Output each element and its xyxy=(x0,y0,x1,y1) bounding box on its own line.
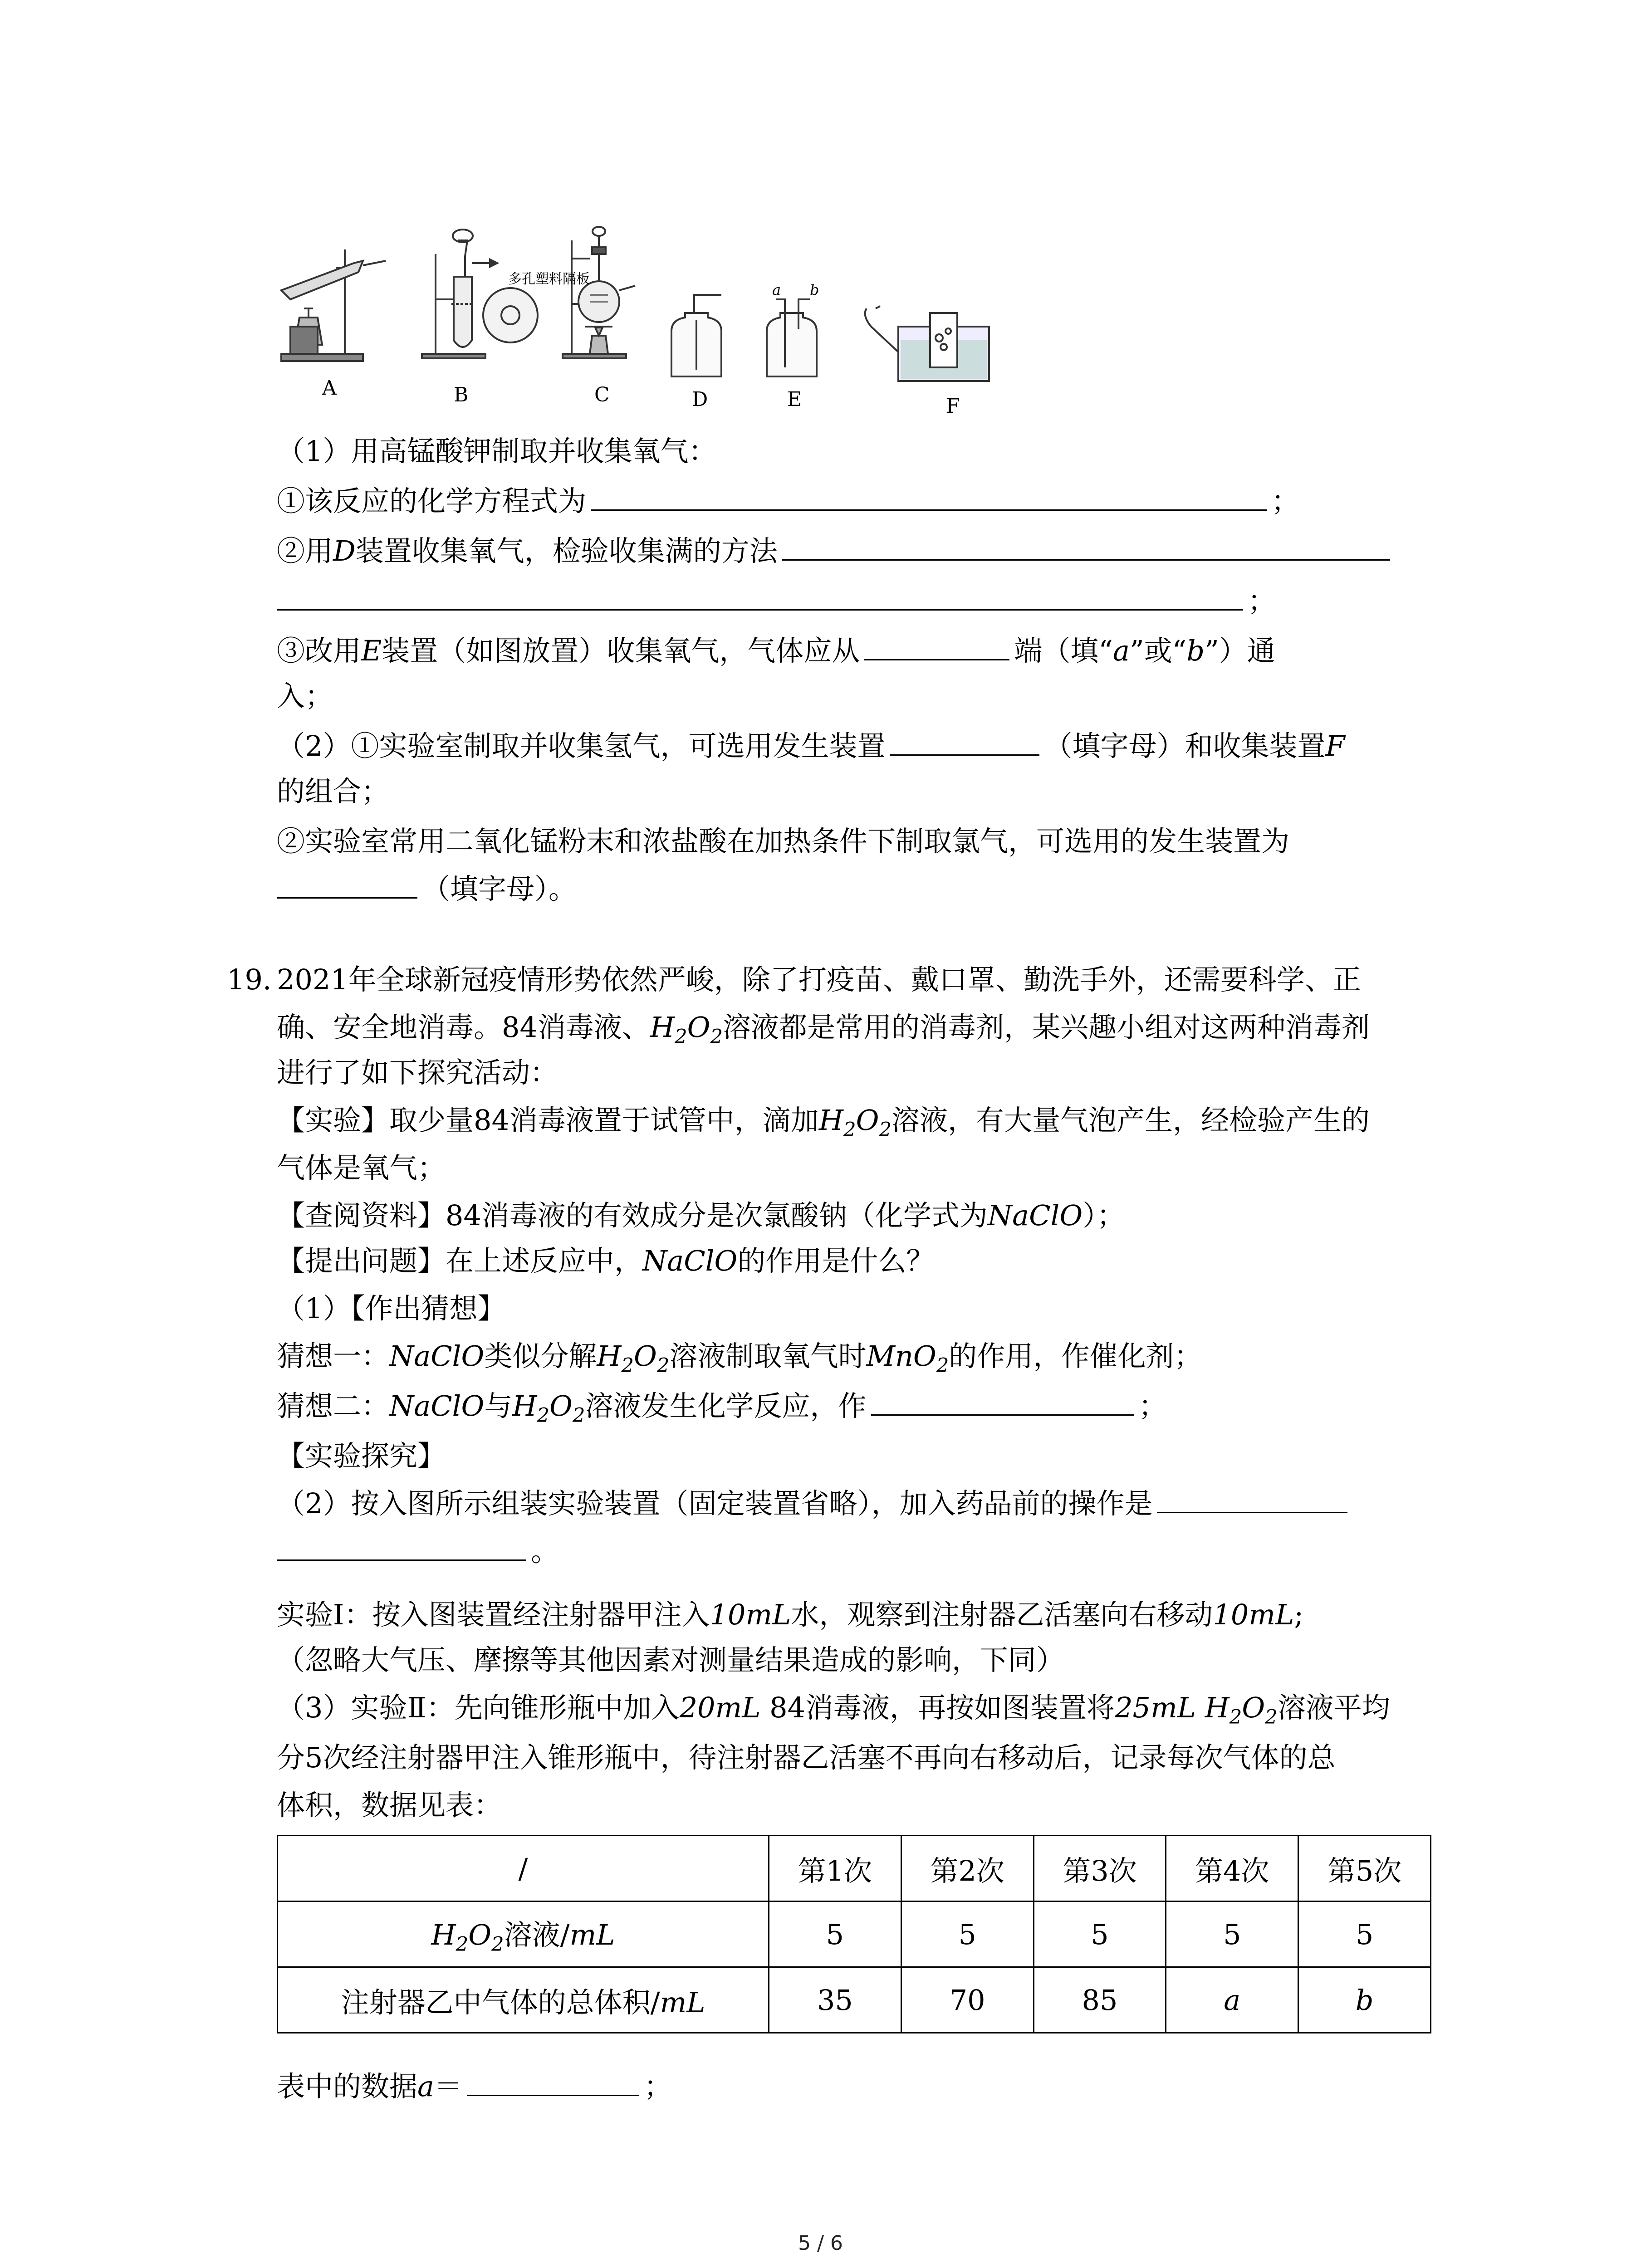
answer-blank[interactable] xyxy=(1157,1486,1347,1513)
q19-part2: （2）按入图所示组装实验装置（固定装置省略），加入药品前的操作是 xyxy=(277,1486,1352,1522)
table-cell: 5 xyxy=(1166,1901,1298,1967)
part1-q2: ②用D装置收集氧气，检验收集满的方法 xyxy=(277,533,1395,569)
table-row xyxy=(278,1967,1431,2033)
apparatus-b xyxy=(422,230,538,358)
table-header-row xyxy=(278,1836,1431,1901)
q19-part3-cont2: 体积，数据见表： xyxy=(277,1789,502,1822)
q19-explore: 【实验探究】 xyxy=(277,1439,446,1472)
q19-guess-title: （1）【作出猜想】 xyxy=(277,1292,506,1325)
table-header-cell: 第2次 xyxy=(901,1836,1034,1901)
part1-title: （1）用高锰酸钾制取并收集氧气： xyxy=(277,435,717,468)
answer-blank[interactable] xyxy=(890,728,1039,756)
table-header-cell: 第5次 xyxy=(1298,1836,1431,1901)
q19-guess2: 猜想二：NaClO与$H_2O_2$溶液发生化学反应，作 ； xyxy=(277,1388,1167,1433)
part1-q3-cont: 入； xyxy=(277,679,333,713)
table-header-cell: 第1次 xyxy=(769,1836,901,1901)
label-c: C xyxy=(594,383,610,406)
q19-intro1: 2021年全球新冠疫情形势依然严峻，除了打疫苗、戴口罩、勤洗手外，还需要科学、正 xyxy=(277,963,1361,996)
row-label-h2o2: $H_2O_2$溶液/mL xyxy=(278,1901,769,1967)
answer-blank[interactable] xyxy=(871,1388,1134,1416)
q19-experiment: 【实验】取少量84消毒液置于试管中，滴加$H_2O_2$溶液，有大量气泡产生，经检验产生的 xyxy=(277,1104,1370,1141)
formula-h2o2: $H_2O_2$ xyxy=(512,1389,585,1427)
answer-blank[interactable] xyxy=(864,633,1009,660)
table-cell: 5 xyxy=(1034,1901,1166,1967)
formula-h2o2: $H_2O_2$ xyxy=(597,1339,670,1377)
label-d: D xyxy=(692,388,708,411)
label-f: F xyxy=(946,395,960,418)
answer-blank[interactable] xyxy=(591,483,1267,511)
table-header-cell: / xyxy=(278,1836,769,1901)
q19-exp1: 实验Ⅰ：按入图装置经注射器甲注入10mL水，观察到注射器乙活塞向右移动10mL; xyxy=(277,1598,1304,1631)
table-header-cell: 第4次 xyxy=(1166,1836,1298,1901)
table-cell: 5 xyxy=(1298,1901,1431,1967)
formula-mno2: MnO$_2$ xyxy=(866,1339,949,1377)
table-cell: 85 xyxy=(1034,1967,1166,2033)
apparatus-diagram xyxy=(272,222,1021,440)
apparatus-a xyxy=(281,249,386,361)
part2-q2: ②实验室常用二氧化锰粉末和浓盐酸在加热条件下制取氯气，可选用的发生装置为 xyxy=(277,825,1290,858)
table-cell: a xyxy=(1166,1967,1298,2033)
page-number: 5 / 6 xyxy=(798,2232,843,2255)
apparatus-c xyxy=(563,227,635,358)
row-label-gas-volume: 注射器乙中气体的总体积/mL xyxy=(278,1967,769,2033)
part1-q2-cont: ； xyxy=(277,583,1276,619)
q19-final: 表中的数据a＝ ； xyxy=(277,2068,672,2105)
q19-exp1-note: （忽略大气压、摩擦等其他因素对测量结果造成的影响，下同） xyxy=(277,1643,1065,1677)
table-header-cell: 第3次 xyxy=(1034,1836,1166,1901)
table-row xyxy=(278,1901,1431,1967)
port-a: a xyxy=(772,281,781,298)
caption-porous-board: 多孔塑料隔板 xyxy=(508,271,590,287)
table-cell: 5 xyxy=(769,1901,901,1967)
q19-guess1: 猜想一：NaClO类似分解$H_2O_2$溶液制取氧气时MnO$_2$的作用，作催化剂； xyxy=(277,1339,1202,1377)
port-b: b xyxy=(810,281,819,298)
part1-q3: ③改用E装置（如图放置）收集氧气，气体应从 端（填“a”或“b”）通 xyxy=(277,633,1275,669)
q19-question: 【提出问题】在上述反应中，NaClO的作用是什么？ xyxy=(277,1244,935,1277)
apparatus-f xyxy=(865,306,989,381)
apparatus-e xyxy=(767,299,817,376)
q19-part2-cont: 。 xyxy=(277,1533,559,1569)
label-e: E xyxy=(787,388,802,411)
table-cell: 5 xyxy=(901,1901,1034,1967)
part2-q1-cont: 的组合； xyxy=(277,775,390,808)
part2-q1: （2）①实验室制取并收集氢气，可选用发生装置 （填字母）和收集装置F xyxy=(277,728,1345,764)
answer-blank[interactable] xyxy=(277,1533,526,1561)
table-cell: 35 xyxy=(769,1967,901,2033)
formula-h2o2: $H_2O_2$ xyxy=(818,1104,892,1141)
label-b: B xyxy=(454,383,469,406)
label-a: A xyxy=(322,376,337,400)
answer-blank[interactable] xyxy=(277,583,1243,611)
table-cell: 70 xyxy=(901,1967,1034,2033)
data-table xyxy=(277,1835,1431,2033)
answer-blank[interactable] xyxy=(467,2068,639,2096)
part1-q1: ①该反应的化学方程式为 ； xyxy=(277,483,1299,519)
q19-reference: 【查阅资料】84消毒液的有效成分是次氯酸钠（化学式为NaClO）； xyxy=(277,1199,1125,1232)
apparatus-figure xyxy=(272,222,1021,440)
answer-blank[interactable] xyxy=(782,533,1390,561)
q19-intro2: 确、安全地消毒。84消毒液、$H_2O_2$溶液都是常用的消毒剂，某兴趣小组对这两种消毒剂 xyxy=(277,1011,1370,1048)
apparatus-d xyxy=(671,295,721,376)
q19-part3-cont: 分5次经注射器甲注入锥形瓶中，待注射器乙活塞不再向右移动后，记录每次气体的总 xyxy=(277,1741,1336,1774)
q19-experiment-cont: 气体是氧气； xyxy=(277,1151,446,1184)
formula-h2o2: $H_2O_2$ xyxy=(650,1011,723,1048)
formula-h2o2: $H_2O_2$ xyxy=(1205,1691,1278,1729)
table-cell: b xyxy=(1298,1967,1431,2033)
answer-blank[interactable] xyxy=(277,871,417,899)
question-number: 19. xyxy=(227,963,272,996)
q19-intro3: 进行了如下探究活动： xyxy=(277,1056,558,1089)
q19-part3: （3）实验Ⅱ：先向锥形瓶中加入20mL 84消毒液，再按如图装置将25mL $H_2O_2$溶液平均 xyxy=(277,1691,1390,1729)
part2-q2-cont: （填字母）。 xyxy=(277,871,577,907)
